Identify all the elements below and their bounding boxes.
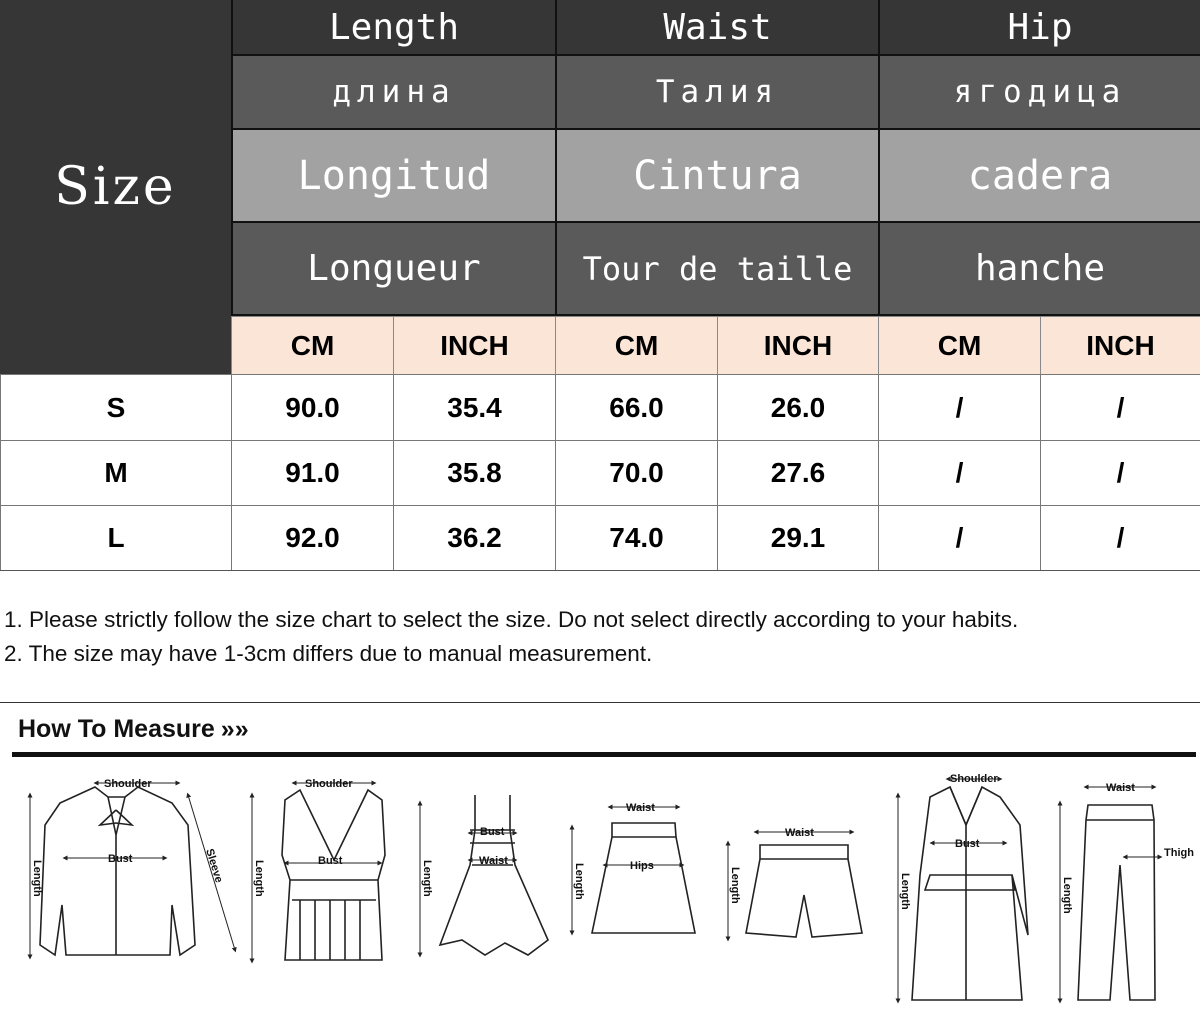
size-s-waist-cm: 66.0 (555, 374, 717, 440)
unit-inch-hip: INCH (1040, 316, 1200, 374)
trench-coat-icon (898, 773, 1028, 1001)
shorts-waist-label: Waist (785, 827, 814, 839)
jeans-waist-label: Waist (1106, 782, 1135, 794)
waist-header-fr: Tour de taille (555, 223, 878, 316)
note-1: 1. Please strictly follow the size chart to select the size. Do not select directly according to your habits. (4, 607, 1019, 632)
skirt-icon (572, 802, 695, 933)
dress-length-label: Length (421, 860, 433, 897)
blouse-sleeve-label: Sleeve (203, 847, 225, 885)
how-to-measure-title (18, 715, 249, 744)
length-header-fr: Longueur (231, 223, 555, 316)
unit-cm-hip: CM (878, 316, 1040, 374)
unit-cm-waist: CM (555, 316, 717, 374)
size-m-hip-inch: / (1040, 440, 1200, 505)
size-l-hip-cm: / (878, 505, 1040, 570)
hip-header-fr: hanche (878, 223, 1200, 316)
unit-cm-length: CM (231, 316, 393, 374)
size-s-hip-inch: / (1040, 374, 1200, 440)
tank-length-label: Length (253, 860, 265, 897)
size-m-length-inch: 35.8 (393, 440, 555, 505)
size-m-length-cm: 91.0 (231, 440, 393, 505)
tank-bust-label: Bust (318, 855, 343, 867)
skirt-waist-label: Waist (626, 802, 655, 814)
size-s-waist-inch: 26.0 (717, 374, 878, 440)
size-l-length-cm: 92.0 (231, 505, 393, 570)
size-s-length-cm: 90.0 (231, 374, 393, 440)
jeans-length-label: Length (1061, 877, 1073, 914)
blouse-length-label: Length (31, 860, 43, 897)
coat-shoulder-label: Shoulder (950, 773, 998, 785)
waist-header-ru: Талия (555, 56, 878, 130)
size-l-length-inch: 36.2 (393, 505, 555, 570)
measurement-figures (0, 765, 1200, 1015)
size-m-waist-cm: 70.0 (555, 440, 717, 505)
coat-bust-label: Bust (955, 838, 980, 850)
tank-shoulder-label: Shoulder (305, 778, 353, 790)
hip-header-en: Hip (878, 0, 1200, 56)
size-m-hip-cm: / (878, 440, 1040, 505)
shorts-length-label: Length (729, 867, 741, 904)
size-l-waist-inch: 29.1 (717, 505, 878, 570)
waist-header-en: Waist (555, 0, 878, 56)
triple-arrow-icon: »» (220, 715, 249, 743)
size-s-hip-cm: / (878, 374, 1040, 440)
jeans-icon (1060, 782, 1194, 1001)
hip-header-ru: ягодица (878, 56, 1200, 130)
blouse-shoulder-label: Shoulder (104, 778, 152, 790)
section-divider (0, 702, 1200, 703)
table-bottom-border (0, 570, 1200, 571)
size-notes (4, 603, 1200, 671)
size-s-length-inch: 35.4 (393, 374, 555, 440)
strap-dress-icon (420, 795, 548, 955)
note-2: 2. The size may have 1-3cm differs due to manual measurement. (4, 641, 653, 666)
size-l-waist-cm: 74.0 (555, 505, 717, 570)
coat-length-label: Length (899, 873, 911, 910)
skirt-hips-label: Hips (630, 860, 654, 872)
length-header-ru: длина (231, 56, 555, 130)
blouse-bust-label: Bust (108, 853, 133, 865)
length-header-en: Length (231, 0, 555, 56)
how-to-measure-underline (12, 752, 1196, 757)
unit-inch-length: INCH (393, 316, 555, 374)
size-m-label: M (0, 440, 231, 505)
size-header: Size (0, 0, 231, 374)
size-m-waist-inch: 27.6 (717, 440, 878, 505)
jeans-thigh-label: Thigh (1164, 847, 1194, 859)
tank-top-icon (252, 778, 385, 961)
dress-waist-label: Waist (479, 855, 508, 867)
length-header-es: Longitud (231, 130, 555, 223)
skirt-length-label: Length (573, 863, 585, 900)
blouse-icon (30, 778, 235, 957)
size-l-hip-inch: / (1040, 505, 1200, 570)
size-l-label: L (0, 505, 231, 570)
size-s-label: S (0, 374, 231, 440)
how-to-measure-label: How To Measure (18, 715, 215, 743)
dress-bust-label: Bust (480, 826, 505, 838)
unit-inch-waist: INCH (717, 316, 878, 374)
shorts-icon (728, 827, 862, 939)
hip-header-es: cadera (878, 130, 1200, 223)
waist-header-es: Cintura (555, 130, 878, 223)
